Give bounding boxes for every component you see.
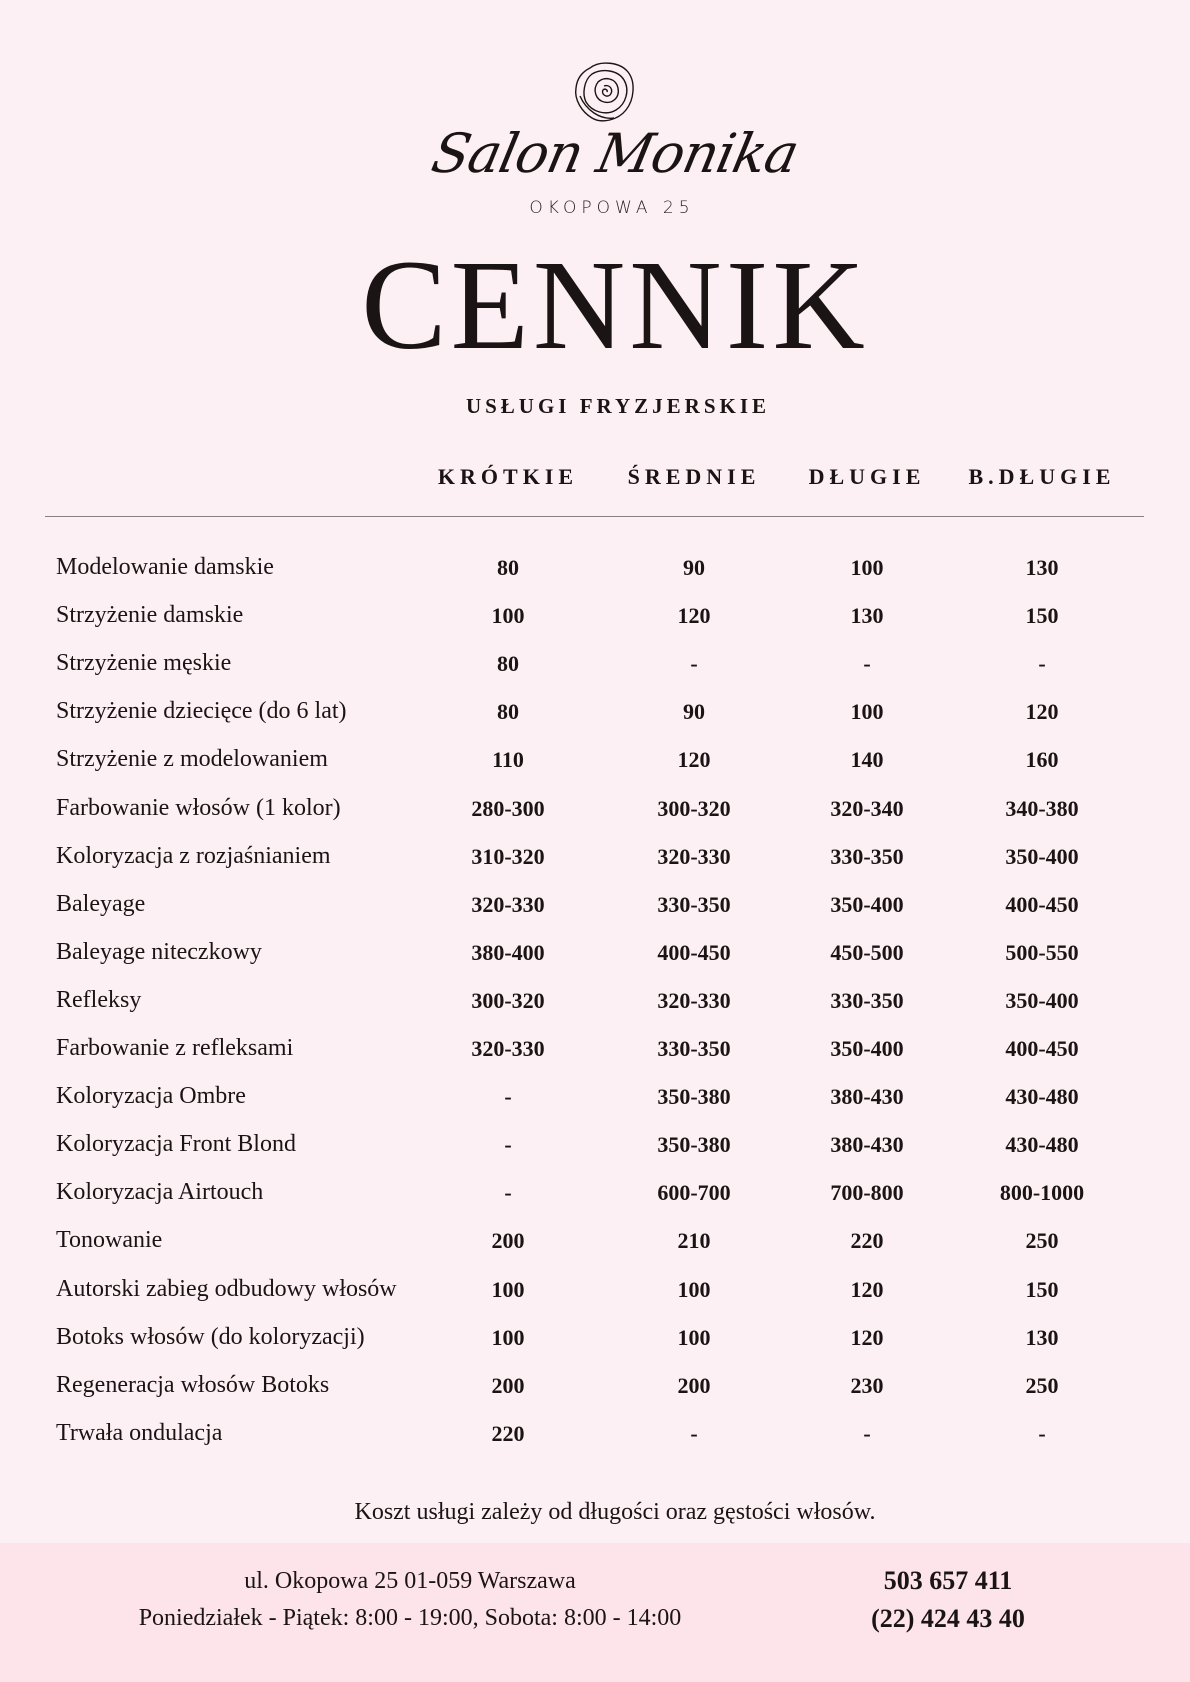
price-cell: 430-480 bbox=[1005, 1084, 1079, 1110]
service-name: Regeneracja włosów Botoks bbox=[56, 1371, 330, 1398]
column-header-very-long: B.DŁUGIE bbox=[968, 464, 1116, 489]
price-cell: 320-340 bbox=[830, 795, 904, 821]
service-name: Modelowanie damskie bbox=[56, 554, 274, 580]
price-cell: 330-350 bbox=[830, 987, 904, 1013]
section-subtitle: USŁUGI FRYZJERSKIE bbox=[465, 394, 771, 418]
rose-icon bbox=[570, 60, 638, 126]
price-cell: 100 bbox=[850, 555, 884, 580]
price-cell: 150 bbox=[1025, 1276, 1059, 1302]
price-cell: 110 bbox=[492, 747, 524, 773]
price-cell: 340-380 bbox=[1005, 795, 1079, 821]
price-cell: 450-500 bbox=[830, 939, 904, 965]
price-cell: 120 bbox=[1025, 699, 1059, 725]
price-cell: 310-320 bbox=[471, 843, 545, 869]
price-cell: - bbox=[504, 1132, 512, 1158]
footer-hours: Poniedziałek - Piątek: 8:00 - 19:00, Sobota: 8:00 - 14:00 bbox=[138, 1605, 682, 1631]
price-cell: 120 bbox=[677, 603, 711, 629]
price-cell: 380-400 bbox=[471, 939, 545, 965]
service-name: Farbowanie włosów (1 kolor) bbox=[56, 794, 341, 821]
price-cell: 320-330 bbox=[471, 891, 545, 917]
price-cell: 500-550 bbox=[1005, 939, 1079, 965]
column-header-medium: ŚREDNIE bbox=[627, 464, 761, 489]
price-cell: 350-400 bbox=[830, 1036, 904, 1061]
column-header-short: KRÓTKIE bbox=[437, 464, 579, 489]
service-name: Baleyage niteczkowy bbox=[56, 938, 262, 965]
price-cell: 80 bbox=[497, 699, 519, 725]
footer-phone-landline[interactable]: (22) 424 43 40 bbox=[871, 1604, 1025, 1633]
price-cell: 200 bbox=[491, 1372, 525, 1398]
price-cell: 100 bbox=[850, 699, 884, 725]
price-cell: 380-430 bbox=[830, 1084, 904, 1110]
price-cell: 330-350 bbox=[657, 1036, 731, 1061]
price-cell: 140 bbox=[850, 747, 884, 773]
service-name: Koloryzacja Airtouch bbox=[56, 1179, 264, 1206]
price-cell: - bbox=[1038, 1420, 1046, 1446]
price-cell: 320-330 bbox=[657, 987, 731, 1013]
footer-phone-mobile[interactable]: 503 657 411 bbox=[883, 1566, 1013, 1595]
price-cell: 350-380 bbox=[657, 1084, 731, 1110]
price-cell: - bbox=[863, 1420, 871, 1446]
price-cell: 350-400 bbox=[1005, 843, 1079, 869]
page-title: CENNIK bbox=[361, 234, 869, 376]
price-cell: 800-1000 bbox=[999, 1180, 1085, 1206]
service-name: Koloryzacja z rozjaśnianiem bbox=[56, 842, 331, 869]
price-cell: 220 bbox=[850, 1228, 884, 1254]
price-cell: 300-320 bbox=[657, 795, 731, 821]
price-cell: 100 bbox=[677, 1324, 711, 1350]
service-name: Strzyżenie damskie bbox=[56, 602, 244, 629]
service-name: Strzyżenie z modelowaniem bbox=[56, 746, 328, 773]
price-cell: - bbox=[1038, 651, 1046, 677]
price-cell: 90 bbox=[683, 555, 705, 580]
service-name: Strzyżenie męskie bbox=[56, 650, 232, 677]
price-cell: 400-450 bbox=[1005, 1036, 1079, 1061]
service-name: Tonowanie bbox=[56, 1227, 163, 1254]
price-cell: 380-430 bbox=[830, 1132, 904, 1158]
price-cell: 80 bbox=[497, 651, 519, 677]
price-cell: - bbox=[690, 1420, 698, 1446]
price-cell: 210 bbox=[677, 1228, 711, 1254]
price-cell: 350-400 bbox=[1005, 987, 1079, 1013]
price-cell: - bbox=[690, 651, 698, 677]
price-cell: 330-350 bbox=[830, 843, 904, 869]
price-cell: 120 bbox=[677, 747, 711, 773]
brand-address: OKOPOWA 25 bbox=[529, 198, 695, 218]
price-cell: 220 bbox=[491, 1420, 525, 1446]
header-divider bbox=[45, 516, 1144, 517]
price-note: Koszt usługi zależy od długości oraz gęstości włosów. bbox=[354, 1499, 876, 1525]
service-name: Trwała ondulacja bbox=[56, 1419, 223, 1446]
price-cell: 160 bbox=[1025, 747, 1059, 773]
price-cell: 400-450 bbox=[657, 939, 731, 965]
price-cell: 200 bbox=[677, 1372, 711, 1398]
price-cell: 600-700 bbox=[657, 1180, 731, 1206]
service-name: Koloryzacja Front Blond bbox=[56, 1131, 296, 1158]
service-name: Botoks włosów (do koloryzacji) bbox=[56, 1323, 365, 1350]
price-cell: 100 bbox=[677, 1276, 711, 1302]
footer-address: ul. Okopowa 25 01-059 Warszawa bbox=[244, 1568, 576, 1594]
price-cell: 130 bbox=[850, 603, 884, 629]
price-cell: 330-350 bbox=[657, 891, 731, 917]
price-cell: 320-330 bbox=[471, 1036, 545, 1061]
price-cell: 350-400 bbox=[830, 891, 904, 917]
brand-name: Salon Monika bbox=[426, 122, 804, 185]
service-name: Strzyżenie dziecięce (do 6 lat) bbox=[56, 698, 347, 725]
price-cell: 430-480 bbox=[1005, 1132, 1079, 1158]
price-cell: 80 bbox=[497, 555, 519, 580]
price-cell: - bbox=[504, 1084, 512, 1110]
price-cell: 130 bbox=[1025, 555, 1059, 580]
price-cell: 150 bbox=[1025, 603, 1059, 629]
price-cell: 100 bbox=[491, 1276, 525, 1302]
price-cell: 100 bbox=[491, 603, 525, 629]
service-name: Koloryzacja Ombre bbox=[56, 1083, 246, 1110]
price-cell: - bbox=[504, 1180, 512, 1206]
price-cell: - bbox=[863, 651, 871, 677]
price-cell: 90 bbox=[683, 699, 705, 725]
price-cell: 120 bbox=[850, 1324, 884, 1350]
price-cell: 250 bbox=[1025, 1228, 1059, 1254]
price-cell: 230 bbox=[850, 1372, 884, 1398]
service-name: Autorski zabieg odbudowy włosów bbox=[56, 1275, 397, 1302]
price-cell: 200 bbox=[491, 1228, 525, 1254]
service-name: Baleyage bbox=[56, 890, 146, 917]
price-cell: 100 bbox=[491, 1324, 525, 1350]
price-cell: 300-320 bbox=[471, 987, 545, 1013]
price-cell: 280-300 bbox=[471, 795, 545, 821]
price-cell: 320-330 bbox=[657, 843, 731, 869]
price-cell: 400-450 bbox=[1005, 891, 1079, 917]
price-cell: 120 bbox=[850, 1276, 884, 1302]
price-cell: 700-800 bbox=[830, 1180, 904, 1206]
price-cell: 130 bbox=[1025, 1324, 1059, 1350]
service-name: Refleksy bbox=[56, 986, 142, 1013]
price-cell: 350-380 bbox=[657, 1132, 731, 1158]
column-header-long: DŁUGIE bbox=[808, 464, 926, 489]
service-name: Farbowanie z refleksami bbox=[56, 1035, 294, 1061]
price-cell: 250 bbox=[1025, 1372, 1059, 1398]
